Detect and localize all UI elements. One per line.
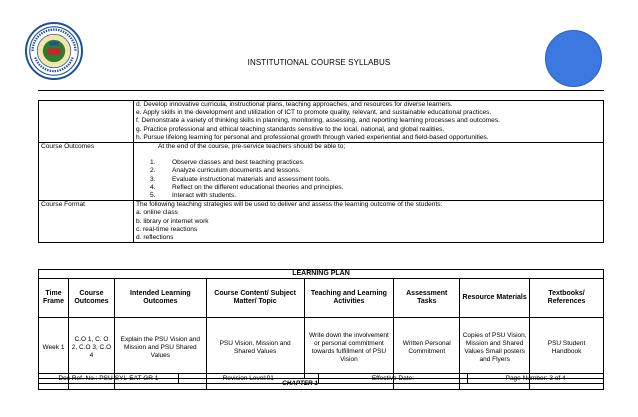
program-outcome-g: g. Practice professional and ethical teaching standards sensitive to the local, national, and global realities. [136,125,445,133]
doc-ref-number: Doc Ref. No.: PSU-SYL-EAT-GR 1 [39,374,179,384]
chapter-label: CHAPTER 1 [206,379,394,390]
table-cell: Copies of PSU Vision, Mission and Shared Values Small posters and Flyers [460,318,530,379]
course-format-intro: The following teaching strategies will be used to deliver and assess the learning outcome of the students: [136,201,443,209]
course-outcome-item: 2. Analyze curriculum documents and lessons. [150,167,301,175]
table-cell: Week 1 [39,318,69,379]
course-outcomes-intro: At the end of the course, pre-service teachers should be able to; [158,143,346,151]
course-format-cell [134,201,604,243]
program-outcome-d: d. Develop innovative curricula, instructional plans, teaching approaches, and resources for diverse learners. [136,101,453,108]
course-format-item: b. library or internet work [136,217,209,225]
course-outcome-item: 4. Reflect on the different educational theories and principles. [150,183,344,191]
course-format-item: d. reflections [136,234,174,242]
table-cell: Explain the PSU Vision and Mission and PSU Shared Values [114,318,206,379]
table-row [39,318,604,379]
column-header-intended-learning-outcomes: Intended Learning Outcomes [114,279,206,318]
column-header-teaching-activities: Teaching and Learning Activities [304,279,394,318]
course-format-item: a. online class [136,209,178,217]
seal-icon [27,24,81,78]
program-outcome-e: e. Apply skills in the development and utilization of ICT to promote quality, relevant, and sustainable educational practices. [136,109,492,117]
course-format-row [39,201,604,243]
table-cell: PSU Student Handbook [530,318,604,379]
table-cell: C.O 1, C. O 2, C.O 3, C.O 4 [68,318,114,379]
page-title: INSTITUTIONAL COURSE SYLLABUS [247,58,391,67]
column-header-time-frame: Time Frame [39,279,69,318]
program-outcomes-cell [134,101,604,143]
course-outcomes-cell [134,143,604,201]
course-format-label: Course Format [39,201,134,243]
course-outcomes-row [39,143,604,201]
course-format-item: c. real-time reactions [136,225,198,233]
column-header-course-content: Course Content/ Subject Matter/ Topic [206,279,304,318]
learning-plan-title: LEARNING PLAN [39,270,604,279]
header-divider [38,90,604,91]
table-cell: PSU Vision, Mission and Shared Values [206,318,304,379]
syllabus-details-table [38,100,604,243]
course-outcome-item: 1. Observe classes and best teaching practices. [150,159,305,167]
column-header-assessment-tasks: Assessment Tasks [394,279,460,318]
document-footer [38,373,604,384]
course-outcome-item: 5. Interact with students. [150,192,237,200]
university-seal-logo [25,22,83,80]
program-outcomes-row [39,101,604,143]
effective-date: Effective Date: [318,374,468,384]
column-header-resource-materials: Resource Materials [460,279,530,318]
page-number: Page Number: 3 of 4 [468,374,604,384]
program-outcomes-label-cell [39,101,134,143]
column-header-course-outcomes: Course Outcomes [68,279,114,318]
revision-level: Revision Level:01 [178,374,318,384]
table-cell: Written Personal Commitment [394,318,460,379]
column-header-textbooks: Textbooks/ References [530,279,604,318]
course-outcomes-label: Course Outcomes [39,143,134,201]
learning-plan-header-row [39,279,604,318]
table-cell: Write down the involvement or personal commitment towards fulfillment of PSU Vision [304,318,394,379]
program-outcome-h: h. Pursue lifelong learning for personal and professional growth through varied experiential and field-based opportunities. [136,133,489,141]
course-outcome-item: 3. Evaluate instructional materials and assessment tools. [150,175,331,183]
learning-plan-table [38,269,604,390]
program-outcome-f: f. Demonstrate a variety of thinking skills in planning, monitoring, assessing, and reporting learning processes and outcomes. [136,117,500,125]
